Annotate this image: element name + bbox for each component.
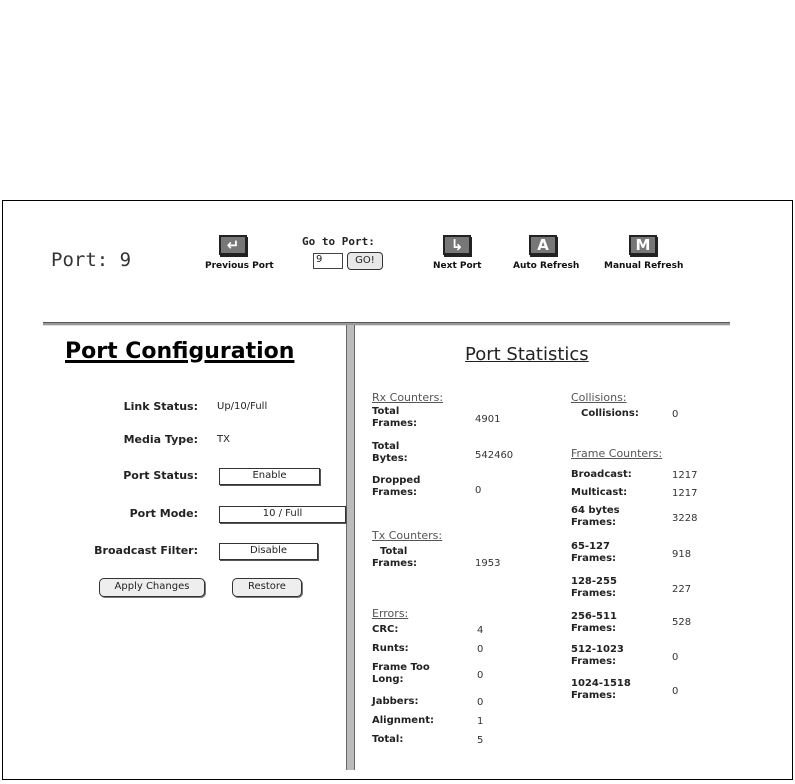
media-type-label: Media Type:: [123, 433, 198, 446]
auto-refresh-icon: A: [529, 235, 557, 255]
error-frame-too-long-value: 0: [477, 670, 484, 681]
next-port-label: Next Port: [433, 261, 482, 271]
manual-refresh-label: Manual Refresh: [604, 261, 684, 271]
error-alignment-value: 1: [477, 716, 484, 727]
link-status-label: Link Status:: [123, 400, 198, 413]
errors-heading: Errors:: [372, 607, 409, 620]
broadcast-filter-label: Broadcast Filter:: [94, 544, 198, 557]
rx-total-frames-label: Total Frames:: [372, 406, 418, 429]
frames-1024-1518-label: 1024-1518 Frames:: [571, 678, 631, 701]
frames-128-255-value: 227: [672, 584, 692, 595]
port-number-label: Port: 9: [51, 249, 132, 271]
collisions-heading: Collisions:: [571, 391, 627, 404]
frame-counters-heading: Frame Counters:: [571, 447, 663, 460]
broadcast-frames-value: 1217: [672, 470, 698, 481]
frames-512-1023-label: 512-1023 Frames:: [571, 644, 624, 667]
rx-dropped-frames-value: 0: [475, 485, 482, 496]
broadcast-filter-select[interactable]: Disable: [219, 543, 318, 560]
port-page-frame: [2, 200, 793, 780]
frames-64-label: 64 bytes Frames:: [571, 505, 620, 528]
frames-1024-1518-value: 0: [672, 686, 679, 697]
port-configuration-title: Port Configuration: [65, 339, 295, 364]
collisions-label: Collisions:: [581, 408, 639, 419]
error-crc-label: CRC:: [372, 624, 399, 635]
frames-128-255-label: 128-255 Frames:: [571, 576, 617, 599]
collisions-value: 0: [672, 409, 679, 420]
port-mode-select[interactable]: 10 / Full: [219, 506, 346, 523]
broadcast-frames-label: Broadcast:: [571, 469, 632, 480]
goto-port-label: Go to Port:: [302, 235, 375, 248]
frames-512-1023-value: 0: [672, 652, 679, 663]
apply-changes-button[interactable]: Apply Changes: [99, 578, 205, 597]
error-crc-value: 4: [477, 625, 484, 636]
next-arrow-icon: ↳: [443, 235, 471, 255]
multicast-frames-label: Multicast:: [571, 487, 628, 498]
rx-counters-heading: Rx Counters:: [372, 391, 444, 404]
port-status-label: Port Status:: [123, 469, 198, 482]
rx-total-bytes-label: Total Bytes:: [372, 441, 408, 464]
tx-counters-heading: Tx Counters:: [372, 529, 443, 542]
restore-button[interactable]: Restore: [232, 578, 302, 597]
error-total-value: 5: [477, 735, 484, 746]
frames-256-511-value: 528: [672, 617, 692, 628]
port-statistics-title: Port Statistics: [465, 344, 589, 365]
frames-256-511-label: 256-511 Frames:: [571, 611, 617, 634]
rx-total-frames-value: 4901: [475, 414, 501, 425]
multicast-frames-value: 1217: [672, 488, 698, 499]
rx-total-bytes-value: 542460: [475, 450, 514, 461]
link-status-value: Up/10/Full: [217, 401, 268, 412]
error-runts-value: 0: [477, 644, 484, 655]
error-runts-label: Runts:: [372, 643, 409, 654]
tx-total-frames-label: Total Frames:: [372, 546, 418, 569]
tx-total-frames-value: 1953: [475, 558, 501, 569]
port-mode-label: Port Mode:: [129, 507, 198, 520]
media-type-value: TX: [217, 434, 230, 445]
error-jabbers-label: Jabbers:: [372, 696, 419, 707]
error-jabbers-value: 0: [477, 697, 484, 708]
error-total-label: Total:: [372, 734, 404, 745]
manual-refresh-icon: M: [629, 235, 657, 255]
goto-button[interactable]: GO!: [347, 252, 383, 270]
port-status-select[interactable]: Enable: [219, 468, 320, 485]
error-alignment-label: Alignment:: [372, 715, 434, 726]
error-frame-too-long-label: Frame Too Long:: [372, 662, 430, 685]
auto-refresh-label: Auto Refresh: [513, 261, 580, 271]
frames-64-value: 3228: [672, 513, 698, 524]
return-arrow-icon: ↵: [219, 235, 247, 255]
previous-port-label: Previous Port: [205, 261, 274, 271]
frames-65-127-label: 65-127 Frames:: [571, 541, 617, 564]
goto-port-input[interactable]: 9: [313, 253, 343, 269]
frames-65-127-value: 918: [672, 549, 692, 560]
horizontal-frame-divider[interactable]: [43, 322, 730, 326]
rx-dropped-frames-label: Dropped Frames:: [372, 475, 421, 498]
vertical-frame-divider[interactable]: [346, 325, 355, 770]
